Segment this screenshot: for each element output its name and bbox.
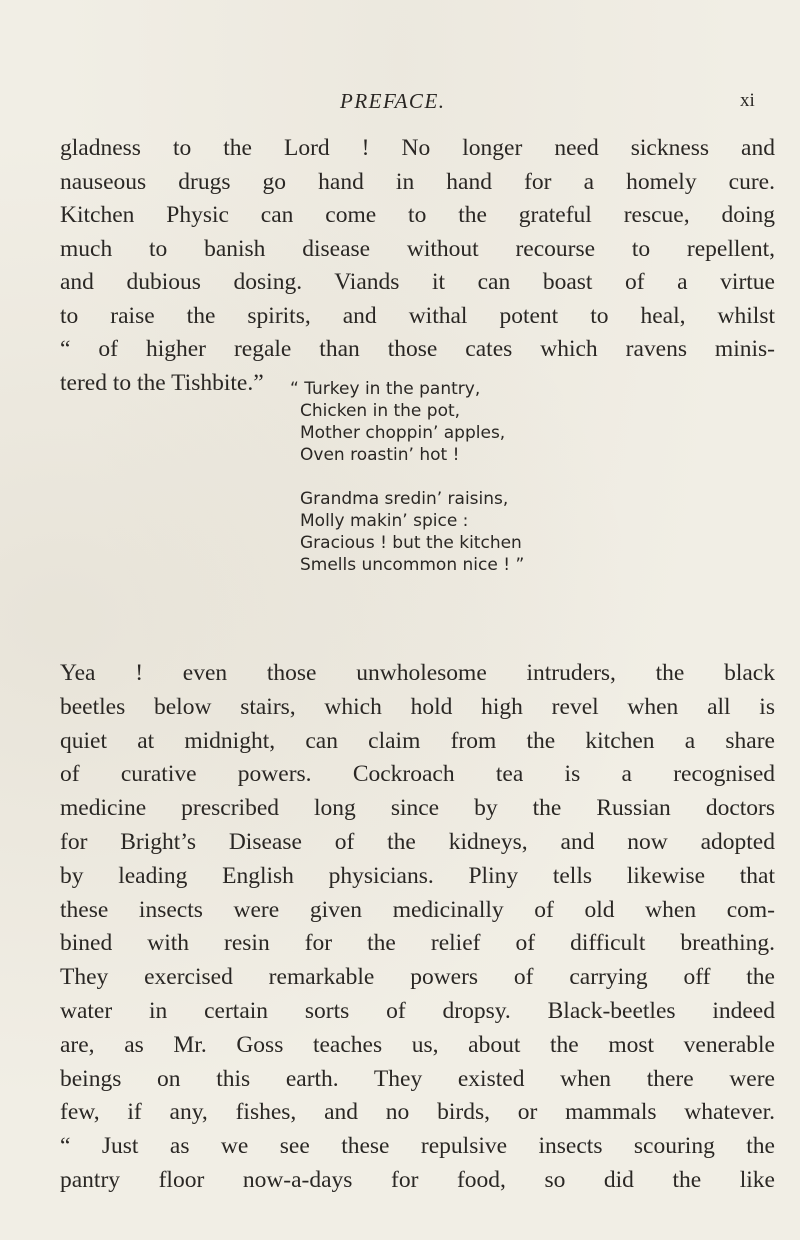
verse-line: Oven roastin’ hot ! bbox=[300, 445, 460, 465]
text-line: beings on this earth. They existed when there were bbox=[60, 1065, 775, 1092]
verse-stanza-2 bbox=[290, 488, 524, 576]
verse-line: Mother choppin’ apples, bbox=[300, 423, 506, 443]
running-title: PREFACE. bbox=[340, 89, 446, 113]
text-line: medicine prescribed long since by the Russian doctors bbox=[60, 795, 775, 822]
text-line: to raise the spirits, and withal potent to heal, whilst bbox=[60, 302, 775, 329]
paragraph-2 bbox=[60, 657, 775, 1198]
text-line: of curative powers. Cockroach tea is a recognised bbox=[60, 761, 775, 788]
verse-stanza-1 bbox=[290, 378, 505, 466]
text-line: tered to the Tishbite.” bbox=[60, 369, 264, 396]
running-head bbox=[0, 86, 800, 116]
text-line: and dubious dosing. Viands it can boast of a virtue bbox=[60, 269, 775, 295]
verse-line: Molly makin’ spice : bbox=[300, 511, 469, 531]
text-line: gladness to the Lord ! No longer need sickness and bbox=[60, 135, 775, 161]
verse-line: Grandma sredin’ raisins, bbox=[300, 489, 509, 509]
text-line: pantry floor now-a-days for food, so did the like bbox=[60, 1166, 775, 1193]
text-line: much to banish disease without recourse to repellent, bbox=[60, 235, 775, 262]
verse-line: Smells uncommon nice ! ” bbox=[300, 555, 525, 575]
text-line: Yea ! even those unwholesome intruders, the black bbox=[60, 660, 775, 686]
verse-line: Chicken in the pot, bbox=[300, 401, 461, 421]
paragraph-1 bbox=[60, 132, 775, 400]
text-line: are, as Mr. Goss teaches us, about the most venerable bbox=[60, 1031, 775, 1058]
text-line: Kitchen Physic can come to the grateful rescue, doing bbox=[60, 202, 775, 228]
text-line: “ of higher regale than those cates which ravens minis- bbox=[60, 336, 775, 362]
text-line: quiet at midnight, can claim from the kitchen a share bbox=[60, 727, 775, 754]
text-line: bined with resin for the relief of difficult breathing. bbox=[60, 930, 775, 957]
text-line: beetles below stairs, which hold high revel when all is bbox=[60, 693, 775, 720]
text-line: nauseous drugs go hand in hand for a homely cure. bbox=[60, 168, 775, 195]
page-number: xi bbox=[740, 90, 755, 111]
text-line: for Bright’s Disease of the kidneys, and now adopted bbox=[60, 828, 775, 855]
text-line: water in certain sorts of dropsy. Black-beetles indeed bbox=[60, 997, 775, 1024]
verse-line: Gracious ! but the kitchen bbox=[300, 533, 522, 553]
text-line: “ Just as we see these repulsive insects scouring the bbox=[60, 1133, 775, 1160]
text-line: few, if any, fishes, and no birds, or mammals whatever. bbox=[60, 1099, 775, 1126]
text-line: these insects were given medicinally of old when com- bbox=[60, 896, 775, 923]
text-line: They exercised remarkable powers of carrying off the bbox=[60, 964, 775, 991]
text-line: by leading English physicians. Pliny tells likewise that bbox=[60, 862, 775, 889]
verse-line: “ Turkey in the pantry, bbox=[290, 379, 481, 399]
